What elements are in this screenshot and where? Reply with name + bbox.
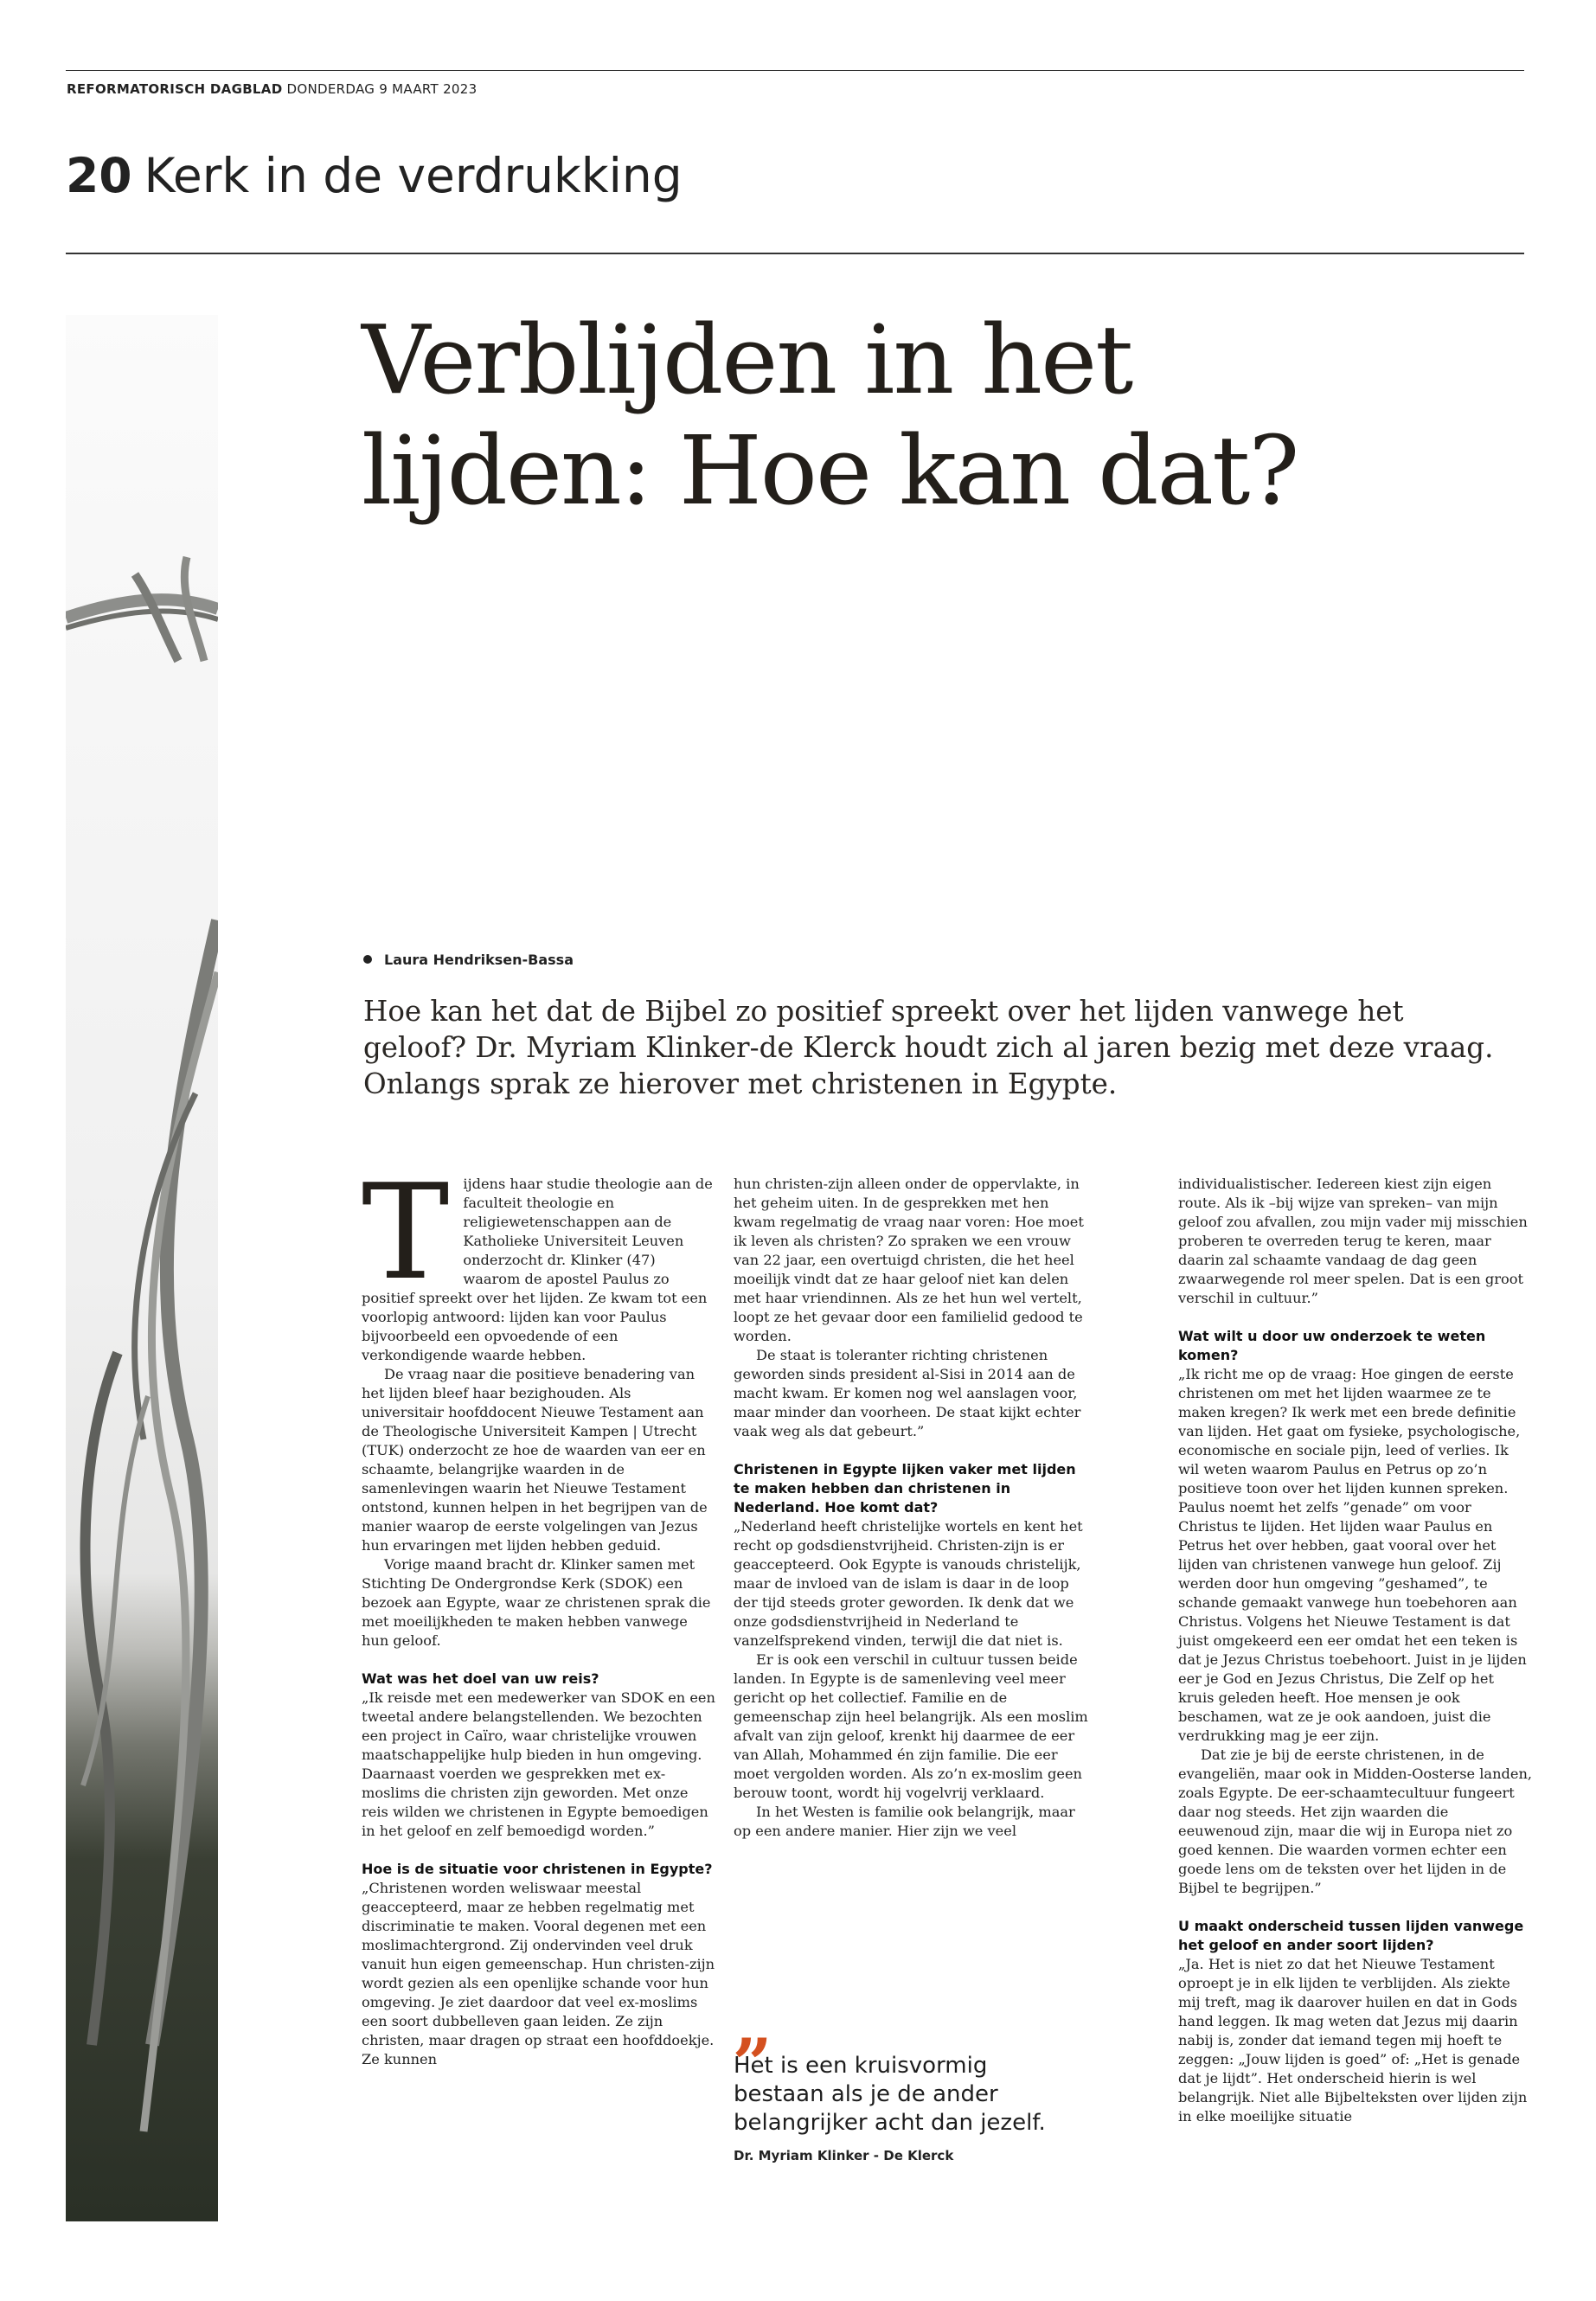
barbed-wire-photo (66, 315, 218, 2221)
paragraph: „Nederland heeft christelijke wortels en kent het recht op godsdienstvrijheid. Christen-zijn is er geaccepteerd. Ook Egypte is vanouds christelijk, maar de invloed van de islam is daar in de loop der tijd steeds groter geworden. Ik denk dat we onze godsdienstvrijheid in Nederland te vanzelfsprekend vinden, terwijl die dat niet is. (734, 1518, 1083, 1649)
page-number: 20 (66, 148, 132, 203)
paragraph: „Christenen worden weliswaar meestal geaccepteerd, maar ze hebben regelmatig met discriminatie te maken. Vooral degenen met een moslimachtergrond. Zij ondervinden veel druk vanuit hun eigen gemeenschap. Hun christen-zijn wordt gezien als een openlijke schande voor hun omgeving. Je ziet daardoor dat veel ex-moslims een soort dubbelleven gaan leiden. Ze zijn christen, maar dragen op straat een hoofddoekje. Ze kunnen (362, 1880, 715, 2067)
paragraph: De staat is toleranter richting christenen geworden sinds president al-Sisi in 2014 aan de macht kwam. Er komen nog wel aanslagen voor, maar minder dan voorheen. De staat kijkt echter vaak weg als dat gebeurt.” (734, 1347, 1081, 1439)
headline-line-1: Verblijden in het (362, 304, 1132, 415)
interview-question: U maakt onderscheid tussen lijden vanwege het geloof en ander soort lijden? (1178, 1918, 1524, 1953)
paragraph: Tijdens haar studie theologie aan de faculteit theologie en religiewetenschappen aan de Katholieke Universiteit Leuven onderzocht dr. Klinker (47) waarom de apostel Paulus zo positief spreekt over het lijden. Ze kwam tot een voorlopig antwoord: lijden kan voor Paulus bijvoorbeeld een opvoedende of een verkondigende waarde hebben. (362, 1156, 713, 1363)
byline-bullet-icon (363, 955, 372, 964)
pull-quote-attribution: Dr. Myriam Klinker - De Klerck (734, 2148, 954, 2163)
section-rule (66, 253, 1524, 254)
paragraph: In het Westen is familie ook belangrijk, maar op een andere manier. Hier zijn we veel (734, 1804, 1075, 1839)
section-name: Kerk in de verdrukking (144, 148, 683, 203)
paragraph: Dat zie je bij de eerste christenen, in de evangeliën, maar ook in Midden-Oosterse landen, zoals Egypte. De eer-schaamtecultuur fungeert daar nog steeds. Het zijn waarden die eeuwenoud zijn, maar die wij in Europa niet zo goed kennen. Die waarden vormen echter een goede lens om de teksten over het lijden in de Bijbel te begrijpen.” (1178, 1747, 1533, 1896)
paragraph: individualistischer. Iedereen kiest zijn eigen route. Als ik –bij wijze van spreken– van mijn geloof zou afvallen, zou mijn vader mij misschien proberen te overreden terug te keren, maar daarin zal schaamte vandaag de dag geen zwaarwegende rol meer spelen. Dat is een groot verschil in cultuur.” (1178, 1176, 1528, 1306)
headline-line-2: lijden: Hoe kan dat? (362, 415, 1298, 526)
top-rule (66, 70, 1524, 71)
article-column-3 (1178, 1175, 1533, 2126)
pull-quote-text: Het is een kruisvormig bestaan als je de ander belangrijker acht dan jezelf. (734, 2053, 1046, 2136)
paragraph: Vorige maand bracht dr. Klinker samen met Stichting De Ondergrondse Kerk (SDOK) een bezoek aan Egypte, waar ze christenen sprak die met moeilijkheden te maken hebben vanwege hun geloof. (362, 1556, 711, 1649)
interview-question: Wat was het doel van uw reis? (362, 1670, 599, 1687)
intro-text: Hoe kan het dat de Bijbel zo positief spreekt over het lijden vanwege het geloof? Dr. Myriam Klinker-de Klerck houdt zich al jaren bezig met deze vraag. Onlangs sprak ze hierover met christenen in Egypte. (363, 995, 1494, 1100)
paragraph: „Ik reisde met een medewerker van SDOK en een tweetal andere belangstellenden. We bezochten een project in Caïro, waar christelijke vrouwen maatschappelijke hulp bieden in hun omgeving. Daarnaast voerden we gesprekken met ex-moslims die christen zijn geworden. Met onze reis wilden we christenen in Egypte bemoedigen in het geloof en zelf bemoedigd worden.” (362, 1689, 715, 1839)
paragraph: „Ja. Het is niet zo dat het Nieuwe Testament oproept je in elk lijden te verblijden. Als ziekte mij treft, mag ik daarover huilen en dat in Gods hand leggen. Ik mag weten dat Jezus mij daarin nabij is, zonder dat iemand tegen mij hoeft te zeggen: „Jouw lijden is goed” of: „Het is genade dat je lijdt”. Het onderscheid hierin is wel belangrijk. Niet alle Bijbelteksten over lijden zijn in elke moeilijke situatie (1178, 1956, 1528, 2125)
dropcap: T (362, 1156, 450, 1309)
paragraph: „Ik richt me op de vraag: Hoe gingen de eerste christenen om met het lijden waarmee ze te maken kregen? Ik werk met een brede definitie van lijden. Het gaat om fysieke, psychologische, economische en sociale pijn, leed of verlies. Ik wil weten waarom Paulus en Petrus op zo’n positieve toon over het lijden kunnen spreken. Paulus noemt het zelfs ”genade” om voor Christus te lijden. Het lijden waar Paulus en Petrus het over hebben, gaat vooral over het lijden van christenen vanwege hun geloof. Zij werden door hun omgeving ”geshamed”, te schande gemaakt vanwege hun toebehoren aan Christus. Volgens het Nieuwe Testament is dat juist omgekeerd een eer omdat het een teken is dat je Jezus Christus toebehoort. Juist in je lijden eer je God en Jezus Christus, Die Zelf op het kruis geleden heeft. Hoe mensen je ook beschamen, wat ze je ook aandoen, juist die verdrukking mag je eer zijn. (1178, 1366, 1527, 1744)
paragraph: De vraag naar die positieve benadering van het lijden bleef haar bezighouden. Als universitair hoofddocent Nieuwe Testament aan de Theologische Universiteit Kampen | Utrecht (TUK) onderzocht ze hoe de waarden van eer en schaamte, belangrijke waarden in de samenlevingen waarin het Nieuwe Testament ontstond, kunnen helpen in het begrijpen van de manier waarop de eerste volgelingen van Jezus hun ervaringen met lijden hebben geduid. (362, 1366, 708, 1554)
paragraph: Er is ook een verschil in cultuur tussen beide landen. In Egypte is de samenleving veel meer gericht op het collectief. Familie en de gemeenschap zijn heel belangrijk. Als een moslim afvalt van zijn geloof, krenkt hij daarmee de eer van Allah, Mohammed én zijn familie. Die eer moet vergolden worden. Als zo’n ex-moslim geen berouw toont, wordt hij vogelvrij verklaard. (734, 1651, 1088, 1801)
pull-quote (734, 1984, 1080, 2163)
interview-question: Hoe is de situatie voor christenen in Egypte? (362, 1861, 713, 1877)
issue-date: DONDERDAG 9 MAART 2023 (286, 81, 478, 97)
author-name: Laura Hendriksen-Bassa (384, 952, 574, 968)
byline (363, 952, 574, 968)
quote-mark-icon: „ (734, 1984, 774, 2065)
article-column-1 (362, 1156, 716, 2069)
interview-question: Christenen in Egypte lijken vaker met lijden te maken hebben dan christenen in Nederland. Hoe komt dat? (734, 1461, 1076, 1516)
interview-question: Wat wilt u door uw onderzoek te weten komen? (1178, 1328, 1486, 1363)
headline (362, 304, 1486, 526)
article-column-2 (734, 1175, 1088, 1841)
masthead (67, 81, 477, 97)
paragraph: hun christen-zijn alleen onder de oppervlakte, in het geheim uiten. In de gesprekken met hen kwam regelmatig de vraag naar voren: Hoe moet ik leven als christen? Zo spraken we een vrouw van 22 jaar, een overtuigd christen, die het heel moeilijk vindt dat ze haar geloof niet kan delen met haar vriendinnen. Als ze het hun wel vertelt, loopt ze het gevaar door een familielid gedood te worden. (734, 1176, 1084, 1344)
section-header (66, 145, 683, 206)
paper-name: REFORMATORISCH DAGBLAD (67, 81, 283, 97)
